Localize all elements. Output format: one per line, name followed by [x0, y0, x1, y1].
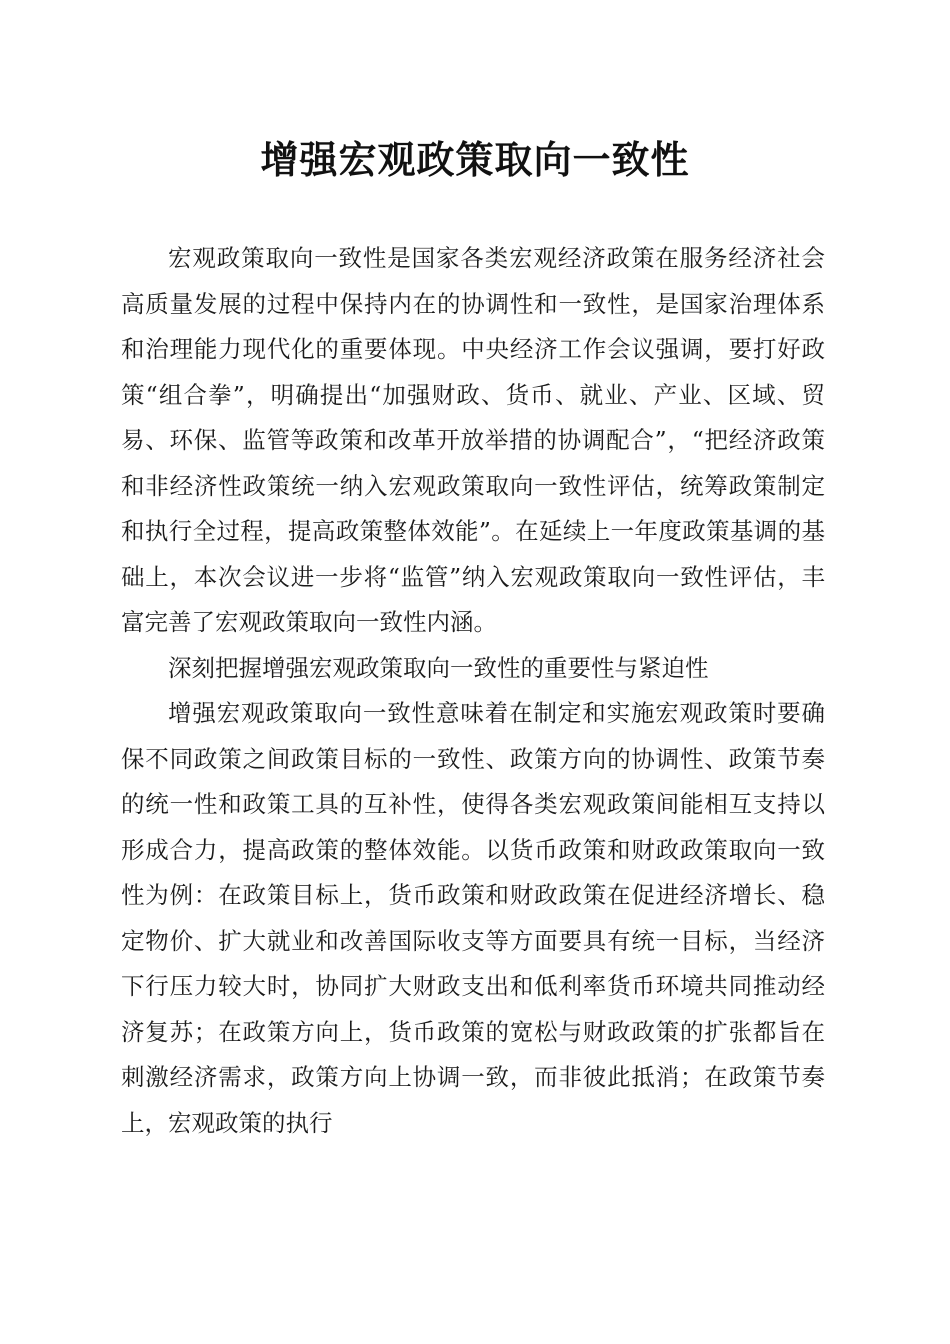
- section-heading: 深刻把握增强宏观政策取向一致性的重要性与紧迫性: [168, 653, 709, 682]
- document-title: 增强宏观政策取向一致性: [260, 137, 690, 182]
- document-body: [121, 236, 825, 1146]
- paragraph-intro: 宏观政策取向一致性是国家各类宏观经济政策在服务经济社会高质量发展的过程中保持内在的协调性和一致性，是国家治理体系和治理能力现代化的重要体现。中央经济工作会议强调，要打好政策“组合拳”，明确提出“加强财政、货币、就业、产业、区域、贸易、环保、监管等政策和改革开放举措的协调配合”，“把经济政策和非经济性政策统一纳入宏观政策取向一致性评估，统筹政策制定和执行全过程，提高政策整体效能”。在延续上一年度政策基调的基础上，本次会议进一步将“监管”纳入宏观政策取向一致性评估，丰富完善了宏观政策取向一致性内涵。: [121, 244, 825, 636]
- paragraph-policy-consistency: 增强宏观政策取向一致性意味着在制定和实施宏观政策时要确保不同政策之间政策目标的一致性、政策方向的协调性、政策节奏的统一性和政策工具的互补性，使得各类宏观政策间能相互支持以形成合力，提高政策的整体效能。以货币政策和财政政策取向一致性为例：在政策目标上，货币政策和财政政策在促进经济增长、稳定物价、扩大就业和改善国际收支等方面要具有统一目标，当经济下行压力较大时，协同扩大财政支出和低利率货币环境共同推动经济复苏；在政策方向上，货币政策的宽松与财政政策的扩张都旨在刺激经济需求，政策方向上协调一致，而非彼此抵消；在政策节奏上，宏观政策的执行: [121, 699, 825, 1137]
